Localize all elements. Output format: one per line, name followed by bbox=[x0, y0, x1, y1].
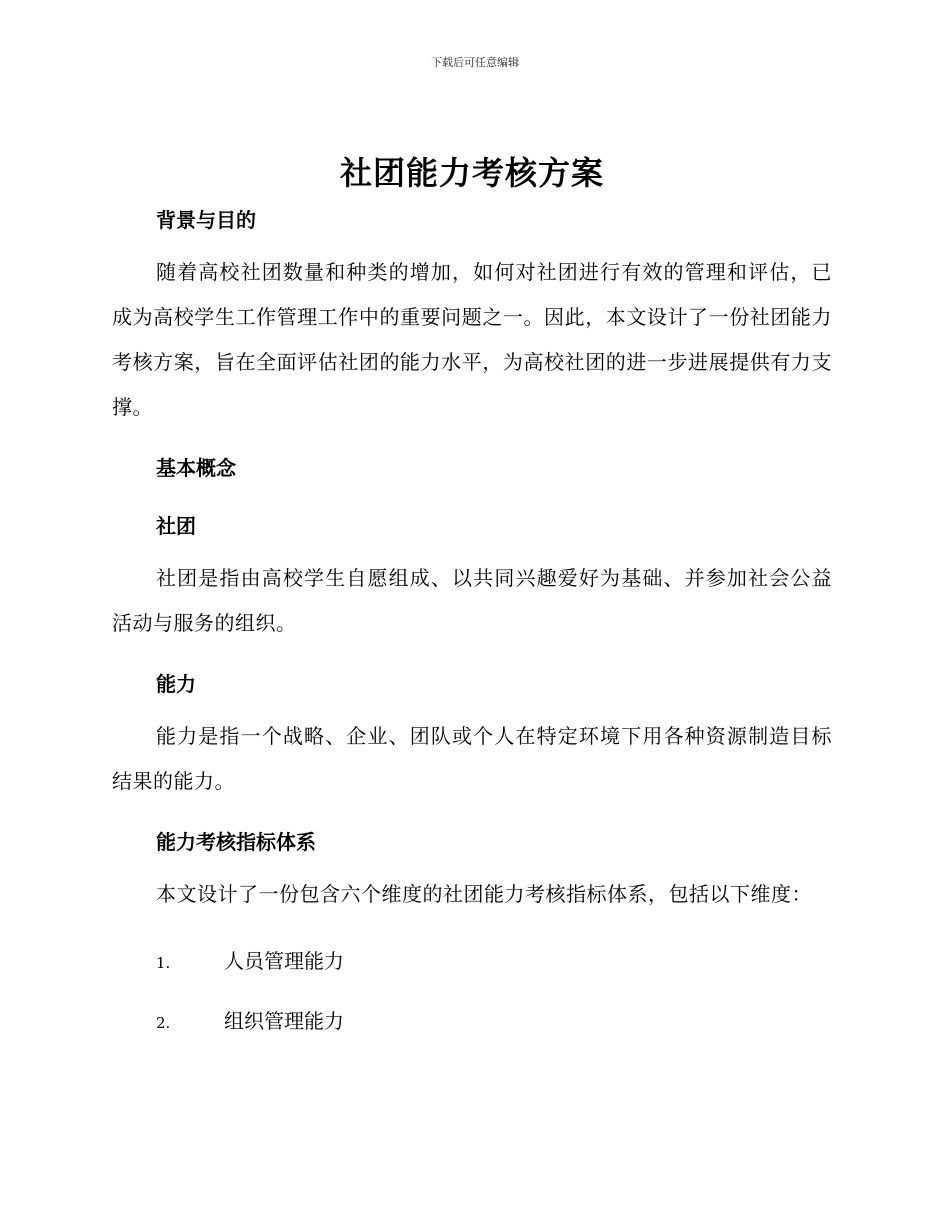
header-note: 下载后可任意编辑 bbox=[431, 56, 519, 69]
section-heading-club: 社团 bbox=[156, 514, 196, 538]
list-label: 人员管理能力 bbox=[224, 949, 344, 973]
list-item bbox=[112, 947, 832, 977]
section-heading-concepts: 基本概念 bbox=[156, 456, 236, 480]
document-title: 社团能力考核方案 bbox=[339, 154, 604, 192]
paragraph-club: 社团是指由高校学生自愿组成、以共同兴趣爱好为基础、并参加社会公益活动与服务的组织。 bbox=[112, 566, 832, 635]
list-item bbox=[112, 1007, 832, 1037]
section-heading-indicators: 能力考核指标体系 bbox=[156, 830, 316, 854]
paragraph-indicators: 本文设计了一份包含六个维度的社团能力考核指标体系，包括以下维度： bbox=[156, 882, 812, 906]
section-heading-background: 背景与目的 bbox=[156, 208, 256, 232]
section-heading-ability: 能力 bbox=[156, 672, 196, 696]
list-number: 1. bbox=[156, 954, 171, 972]
document-body bbox=[112, 150, 832, 1037]
paragraph-ability: 能力是指一个战略、企业、团队或个人在特定环境下用各种资源制造目标结果的能力。 bbox=[112, 724, 832, 793]
paragraph-background: 随着高校社团数量和种类的增加，如何对社团进行有效的管理和评估，已成为高校学生工作管理工作中的重要问题之一。因此，本文设计了一份社团能力考核方案，旨在全面评估社团的能力水平，为高校社团的进一步进展提供有力支撑。 bbox=[112, 260, 832, 419]
list-label: 组织管理能力 bbox=[224, 1009, 344, 1033]
list-number: 2. bbox=[156, 1014, 171, 1032]
